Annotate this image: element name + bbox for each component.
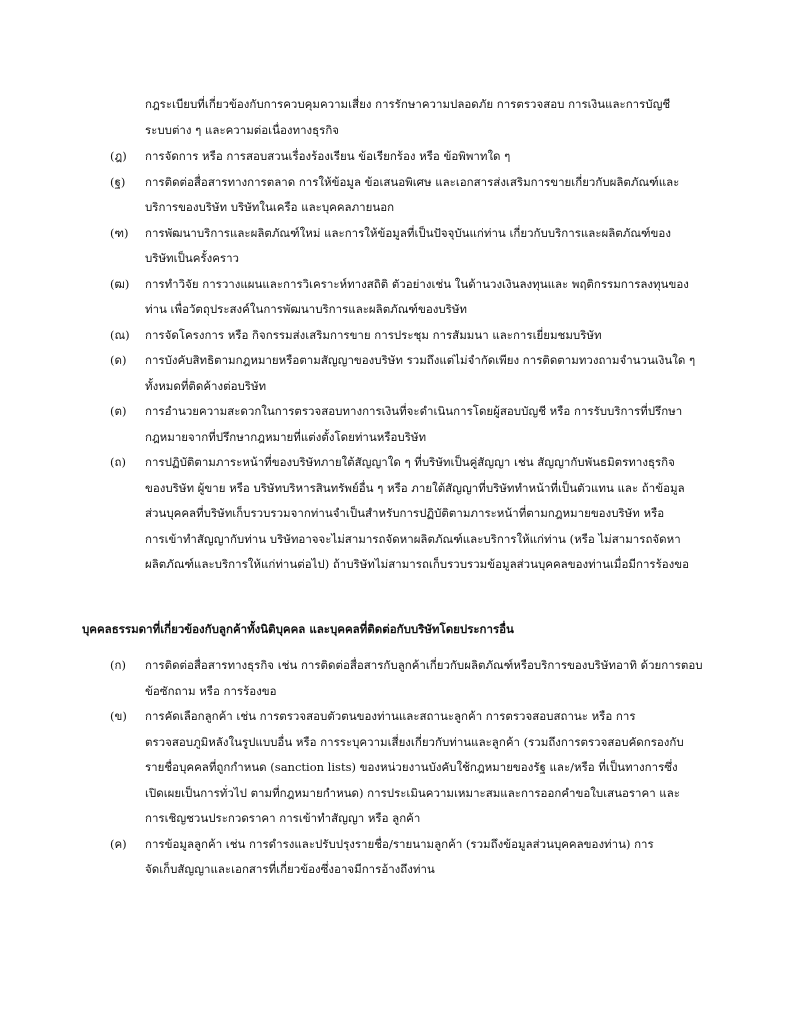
list-item-text <box>145 170 730 221</box>
list-line: บริษัทเป็นครั้งคราว <box>145 251 239 265</box>
list-item-text <box>145 348 730 399</box>
list-item-text <box>145 221 730 272</box>
list-item-text <box>145 653 730 704</box>
paragraph-line: ระบบต่าง ๆ และความต่อเนื่องทางธุรกิจ <box>145 122 340 137</box>
list-item <box>110 653 730 704</box>
list-item-text <box>145 323 730 349</box>
list-item <box>110 704 730 832</box>
list-item <box>110 450 730 578</box>
purpose-list-1 <box>110 144 730 578</box>
list-line: การจัดโครงการ หรือ กิจกรรมส่งเสริมการขาย การประชุม การสัมมนา และการเยี่ยมชมบริษัท <box>145 327 602 342</box>
list-line: การบังคับสิทธิตามกฎหมายหรือตามสัญญาของบริษัท รวมถึงแต่ไม่จำกัดเพียง การติดตามทวงถามจำนวนเงินใด ๆ <box>145 353 696 367</box>
list-line: ตรวจสอบภูมิหลังในรูปแบบอื่น หรือ การระบุความเสี่ยงเกี่ยวกับท่านและลูกค้า (รวมถึงการตรวจสอบคัดกรองกับ <box>145 734 684 749</box>
list-item-text <box>145 272 730 323</box>
continuation-paragraph <box>145 92 725 143</box>
section-heading: บุคคลธรรมดาที่เกี่ยวข้องกับลูกค้าทั้งนิติบุคคล และบุคคลที่ติดต่อกับบริษัทโดยประการอื่น <box>82 622 514 636</box>
list-item <box>110 832 730 883</box>
list-line: การคัดเลือกลูกค้า เช่น การตรวจสอบตัวตนของท่านและสถานะลูกค้า การตรวจสอบสถานะ หรือ การ <box>145 709 636 723</box>
list-item <box>110 170 730 221</box>
list-marker: (ค) <box>110 836 127 851</box>
list-marker: (ข) <box>110 709 127 723</box>
list-line: การทำวิจัย การวางแผนและการวิเคราะห์ทางสถิติ ตัวอย่างเช่น ในด้านวงเงินลงทุนและ พฤติกรรมการลงทุนของ <box>145 276 689 291</box>
list-line: บริการของบริษัท บริษัทในเครือ และบุคคลภายนอก <box>145 200 395 214</box>
list-marker: (ฑ) <box>110 225 129 240</box>
list-item <box>110 144 730 170</box>
list-marker: (ณ) <box>110 327 130 342</box>
list-item-text <box>145 144 730 170</box>
list-line: ส่วนบุคคลที่บริษัทเก็บรวบรวมจากท่านจำเป็นสำหรับการปฏิบัติตามภาระหน้าที่ตามกฎหมายของบริษัท หรือ <box>145 506 665 520</box>
list-marker: (ด) <box>110 353 127 367</box>
list-line: เปิดเผยเป็นการทั่วไป ตามที่กฎหมายกำหนด) การประเมินความเหมาะสมและการออกคำขอใบเสนอราคา และ <box>145 785 680 800</box>
list-line: การติดต่อสื่อสารทางธุรกิจ เช่น การติดต่อสื่อสารกับลูกค้าเกี่ยวกับผลิตภัณฑ์หรือบริการของบริษัทอาทิ ด้วยการตอบ <box>145 658 703 672</box>
list-marker: (ฐ) <box>110 174 126 189</box>
list-line: การพัฒนาบริการและผลิตภัณฑ์ใหม่ และการให้ข้อมูลที่เป็นปัจจุบันแก่ท่าน เกี่ยวกับบริการและผลิตภัณฑ์ของ <box>145 225 671 240</box>
list-line: ผลิตภัณฑ์และบริการให้แก่ท่านต่อไป) ถ้าบริษัทไม่สามารถเก็บรวบรวมข้อมูลส่วนบุคคลของท่านเมื่อมีการร้องขอ <box>145 557 690 571</box>
list-line: การจัดการ หรือ การสอบสวนเรื่องร้องเรียน ข้อเรียกร้อง หรือ ข้อพิพาทใด ๆ <box>145 149 511 163</box>
list-line: การอำนวยความสะดวกในการตรวจสอบทางการเงินที่จะดำเนินการโดยผู้สอบบัญชี หรือ การรับบริการที่ปรึกษา <box>145 404 683 418</box>
list-line: ข้อซักถาม หรือ การร้องขอ <box>145 683 277 698</box>
list-line: กฎหมายจากที่ปรึกษากฎหมายที่แต่งตั้งโดยท่านหรือบริษัท <box>145 429 427 444</box>
list-line: จัดเก็บสัญญาและเอกสารที่เกี่ยวข้องซึ่งอาจมีการอ้างถึงท่าน <box>145 862 435 876</box>
list-item <box>110 272 730 323</box>
list-line: ท่าน เพื่อวัตถุประสงค์ในการพัฒนาบริการและผลิตภัณฑ์ของบริษัท <box>145 302 467 316</box>
list-marker: (ฒ) <box>110 276 130 291</box>
list-item-text <box>145 704 730 832</box>
list-line: การเข้าทำสัญญากับท่าน บริษัทอาจจะไม่สามารถจัดหาผลิตภัณฑ์และบริการให้แก่ท่าน (หรือ ไม่สามารถจัดหา <box>145 531 681 546</box>
list-marker: (ฎ) <box>110 149 127 163</box>
purpose-list-2 <box>110 653 730 883</box>
list-marker: (ก) <box>110 658 126 672</box>
list-item-text <box>145 450 730 578</box>
paragraph-line: กฎระเบียบที่เกี่ยวข้องกับการควบคุมความเสี่ยง การรักษาความปลอดภัย การตรวจสอบ การเงินและการบัญชี <box>145 97 671 111</box>
list-line: ของบริษัท ผู้ขาย หรือ บริษัทบริหารสินทรัพย์อื่น ๆ หรือ ภายใต้สัญญาที่บริษัททำหน้าที่เป็นตัวแทน และ ถ้าข้อมูล <box>145 480 685 495</box>
list-item <box>110 323 730 349</box>
list-marker: (ถ) <box>110 455 126 469</box>
list-item-text <box>145 399 730 450</box>
list-line: รายชื่อบุคคลที่ถูกกำหนด (sanction lists) ของหน่วยงานบังคับใช้กฎหมายของรัฐ และ/หรือ ที่เป็นทางการซึ่ง <box>145 760 678 774</box>
list-item <box>110 348 730 399</box>
list-line: การข้อมูลลูกค้า เช่น การดำรงและปรับปรุงรายชื่อ/รายนามลูกค้า (รวมถึงข้อมูลส่วนบุคคลของท่าน) การ <box>145 836 654 851</box>
list-line: การปฏิบัติตามภาระหน้าที่ของบริษัทภายใต้สัญญาใด ๆ ที่บริษัทเป็นคู่สัญญา เช่น สัญญากับพันธมิตรทางธุรกิจ <box>145 455 675 469</box>
list-line: การเชิญชวนประกวดราคา การเข้าทำสัญญา หรือ ลูกค้า <box>145 811 421 825</box>
list-item-text <box>145 832 730 883</box>
list-line: ทั้งหมดที่ติดค้างต่อบริษัท <box>145 378 267 393</box>
list-line: การติดต่อสื่อสารทางการตลาด การให้ข้อมูล ข้อเสนอพิเศษ และเอกสารส่งเสริมการขายเกี่ยวกับผลิตภัณฑ์และ <box>145 174 680 189</box>
list-marker: (ต) <box>110 404 127 418</box>
list-item <box>110 221 730 272</box>
list-item <box>110 399 730 450</box>
